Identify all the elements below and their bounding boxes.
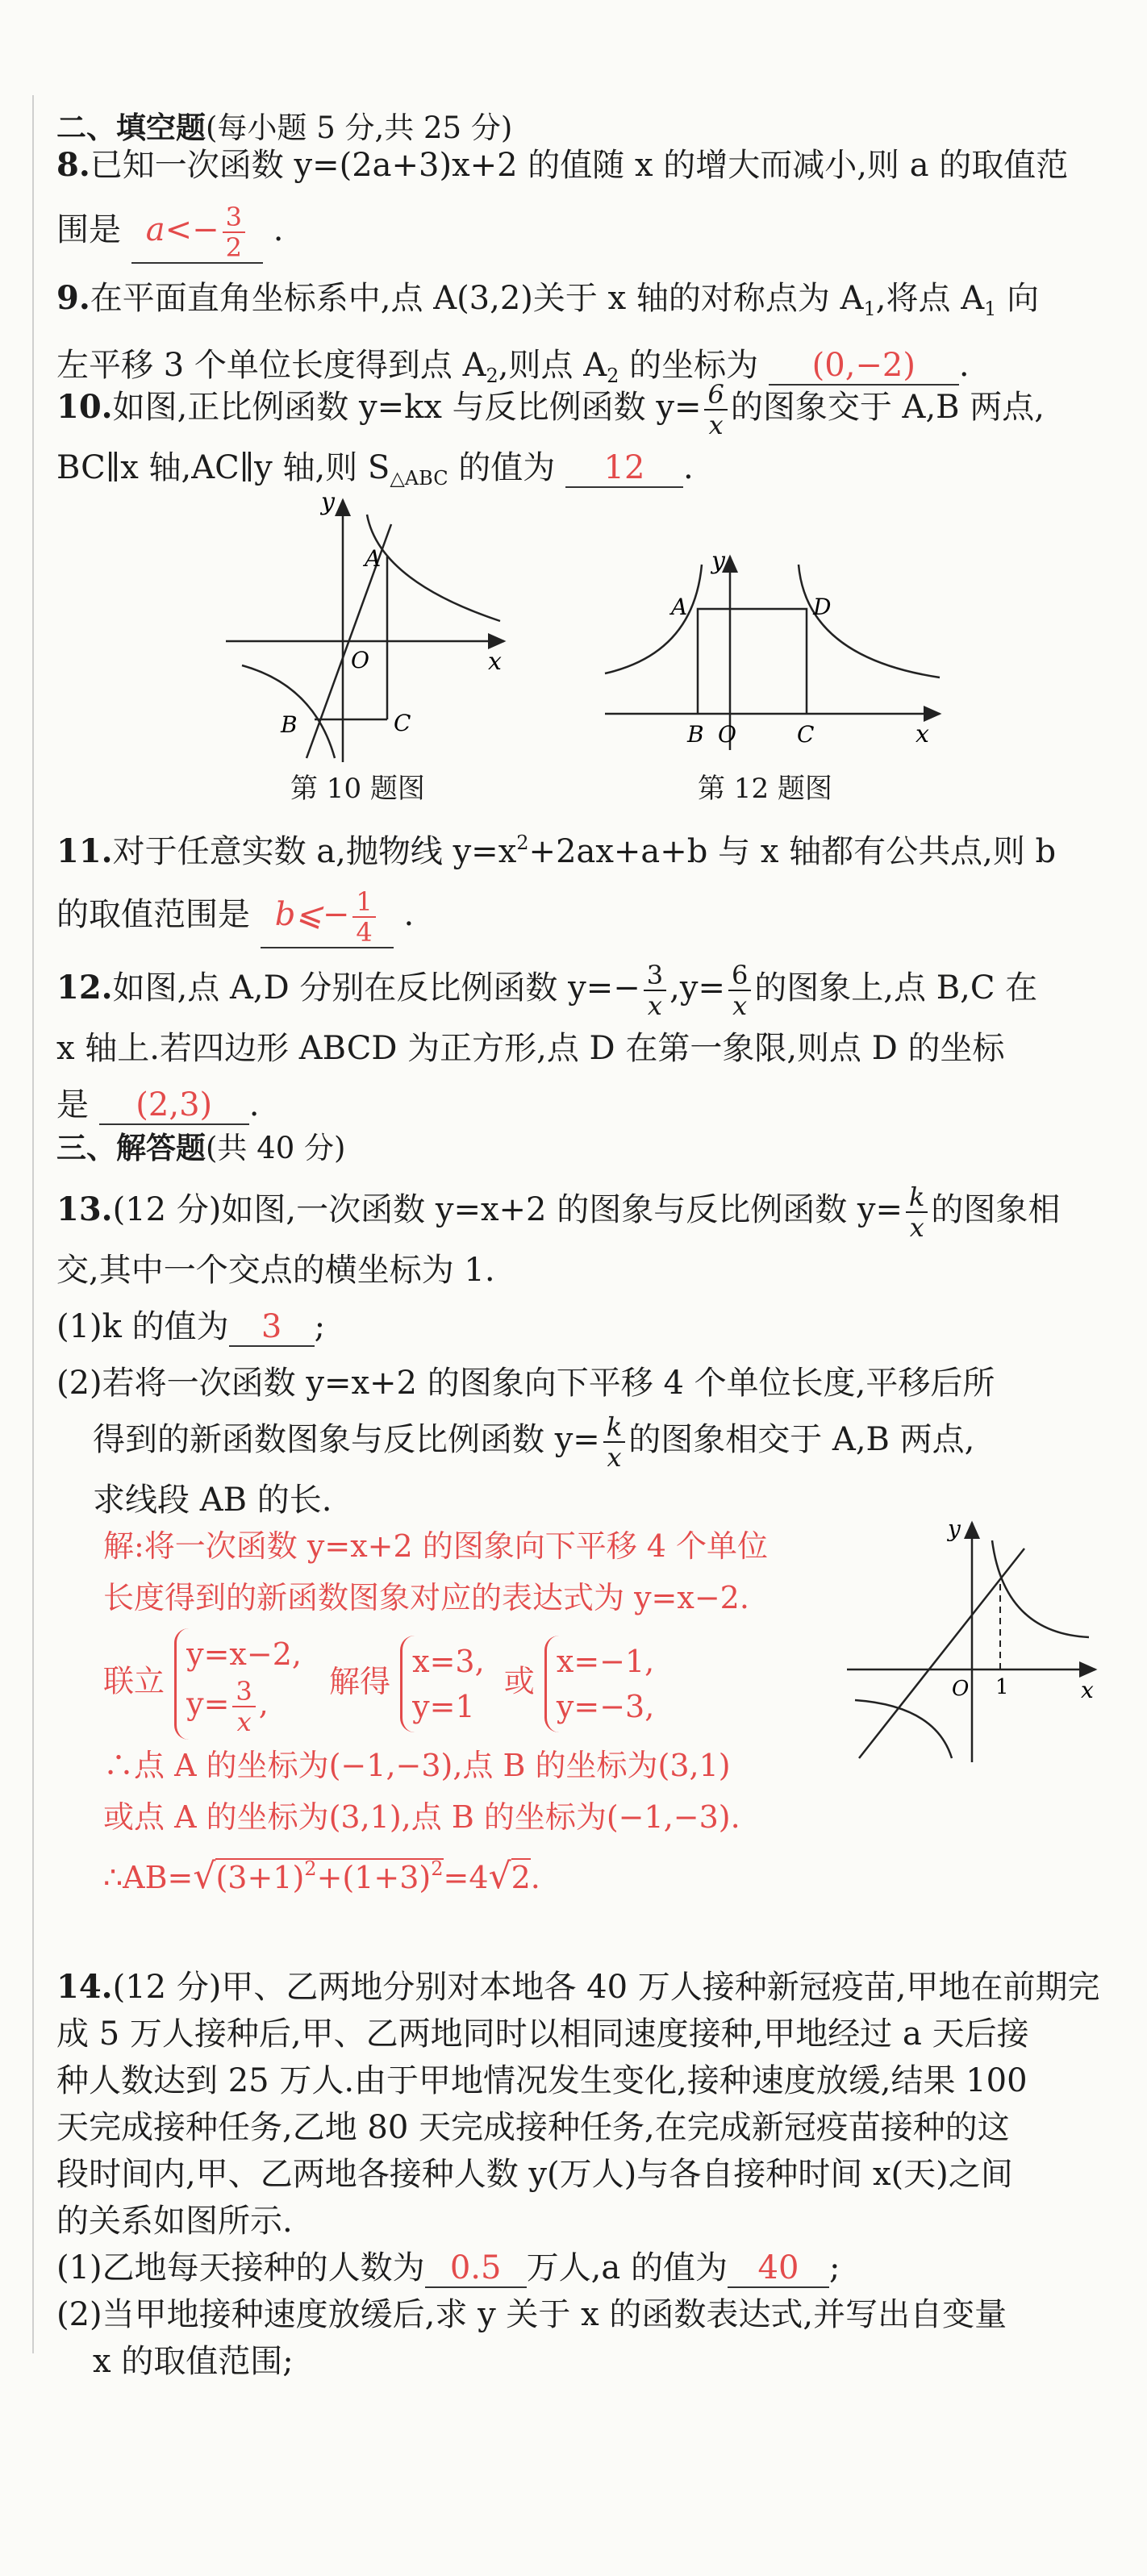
figure-10-caption: 第 10 题图 (290, 773, 425, 805)
hyperbola-branch-1 (992, 1540, 1089, 1637)
hyperbola-right (799, 565, 940, 677)
label-c: C (394, 710, 411, 736)
question-13: 13.(12 分)如图,一次函数 y=x+2 的图象与反比例函数 y= $\frac{k}{x}$ 的图象相 交,其中一个交点的横坐标为 1. (1)k 的值为 3 ; (2)若将一次函数 y=x+2 的图象向下平移 4 个单位长度,平移后所 得到的新函数图象与反比例函数 y= $\frac{k}{x}$ 的图象相交于 A,B 两点, 求线段 AB 的长. (56, 1182, 1061, 1519)
answer-8: a<− $\frac{3}{2}$ (131, 202, 263, 264)
answer-14-1a: 0.5 (425, 2249, 527, 2288)
question-10: 10.如图,正比例函数 y=kx 与反比例函数 y= $\frac{6}{x}$ 的图象交于 A,B 两点, BC∥x 轴,AC∥y 轴,则 $S_{\triangle ABC}$ 的值为 12 . (56, 379, 1045, 490)
label-b: B (687, 721, 704, 748)
question-8: 8.已知一次函数 y=(2a+3)x+2 的值随 x 的增大而减小,则 a 的取值范 围是 a<− $\frac{3}{2}$ . (56, 146, 1069, 263)
label-x: x (916, 720, 929, 748)
square-abcd (698, 609, 807, 714)
question-11: 11.对于任意实数 a,抛物线 $y=x^2+2ax+a+b$ 与 x 轴都有公共点,则 b 的取值范围是 b⩽− $\frac{1}{4}$ . (56, 832, 1057, 948)
figure-12 (597, 548, 952, 762)
label-d: D (813, 594, 832, 620)
label-c: C (797, 721, 815, 748)
figure-12-caption: 第 12 题图 (698, 773, 832, 805)
label-y: y (321, 492, 335, 516)
answer-14-1b: 40 (728, 2249, 829, 2288)
section-solution-heading: 三、解答题(共 40 分) (56, 1130, 346, 1165)
page-margin-rule (32, 95, 34, 2353)
answer-9: (0,−2) (769, 347, 959, 386)
answer-10: 12 (565, 449, 683, 488)
answer-12: (2,3) (99, 1086, 249, 1125)
label-x: x (488, 648, 502, 676)
hyperbola-branch-2 (855, 1700, 952, 1758)
label-b: B (281, 711, 298, 738)
label-y: y (711, 548, 725, 575)
label-o: O (351, 647, 369, 673)
section-fill-in-heading: 二、填空题(每小题 5 分,共 25 分) (56, 110, 513, 145)
label-one: 1 (995, 1675, 1009, 1699)
question-9: 9.在平面直角坐标系中,点 A(3,2)关于 x 轴的对称点为 $A_1$,将点 $A_1$ 向 左平移 3 个单位长度得到点 $A_2$,则点 $A_2$ 的坐标为 (0,−2) . (56, 279, 1040, 387)
answer-11: b⩽− $\frac{1}{4}$ (261, 887, 394, 948)
solution-13: 解:将一次函数 y=x+2 的图象向下平移 4 个单位 长度得到的新函数图象对应的表达式为 y=x−2. 联立 y=x−2, y= $\frac{3}{x}$ , 解得 x=3, y=1 或 x=−1, y=−3, ∴点 A 的坐标为(−1,−3),点 B 的坐标为(3,1) 或点 A 的坐标为(3,1),点 B 的坐标为(−1,−3). $\therefore AB=√(3+1)^2+(1+3)^2=4√2$. (103, 1528, 769, 1897)
question-12: 12.如图,点 A,D 分别在反比例函数 y=− $\frac{3}{x}$ ,y= $\frac{6}{x}$ 的图象上,点 B,C 在 x 轴上.若四边形 ABCD 为正方形,点 D 在第一象限,则点 D 的坐标 是 (2,3) . (56, 960, 1038, 1123)
figure-13 (839, 1516, 1105, 1774)
label-o: O (952, 1677, 970, 1701)
question-14: 14.(12 分)甲、乙两地分别对本地各 40 万人接种新冠疫苗,甲地在前期完 成 5 万人接种后,甲、乙两地同时以相同速度接种,甲地经过 a 天后接 种人数达到 25 万人.由于甲地情况发生变化,接种速度放缓,结果 100 天完成接种任务,乙地 80 天完成接种任务,在完成新冠疫苗接种的这 段时间内,甲、乙两地各接种人数 y(万人)与各自接种时间 x(天)之间 的关系如图所示. (1)乙地每天接种的人数为 0.5 万人,a 的值为 40 ; (2)当甲地接种速度放缓后,求 y 关于 x 的函数表达式,并写出自变量 x 的取值范围; (56, 1968, 1100, 2380)
label-y: y (948, 1516, 961, 1542)
label-a: A (365, 545, 382, 572)
answer-13-1: 3 (229, 1308, 315, 1347)
label-a: A (671, 594, 688, 620)
label-o: O (718, 721, 736, 748)
figure-10 (218, 492, 516, 770)
label-x: x (1081, 1677, 1094, 1703)
